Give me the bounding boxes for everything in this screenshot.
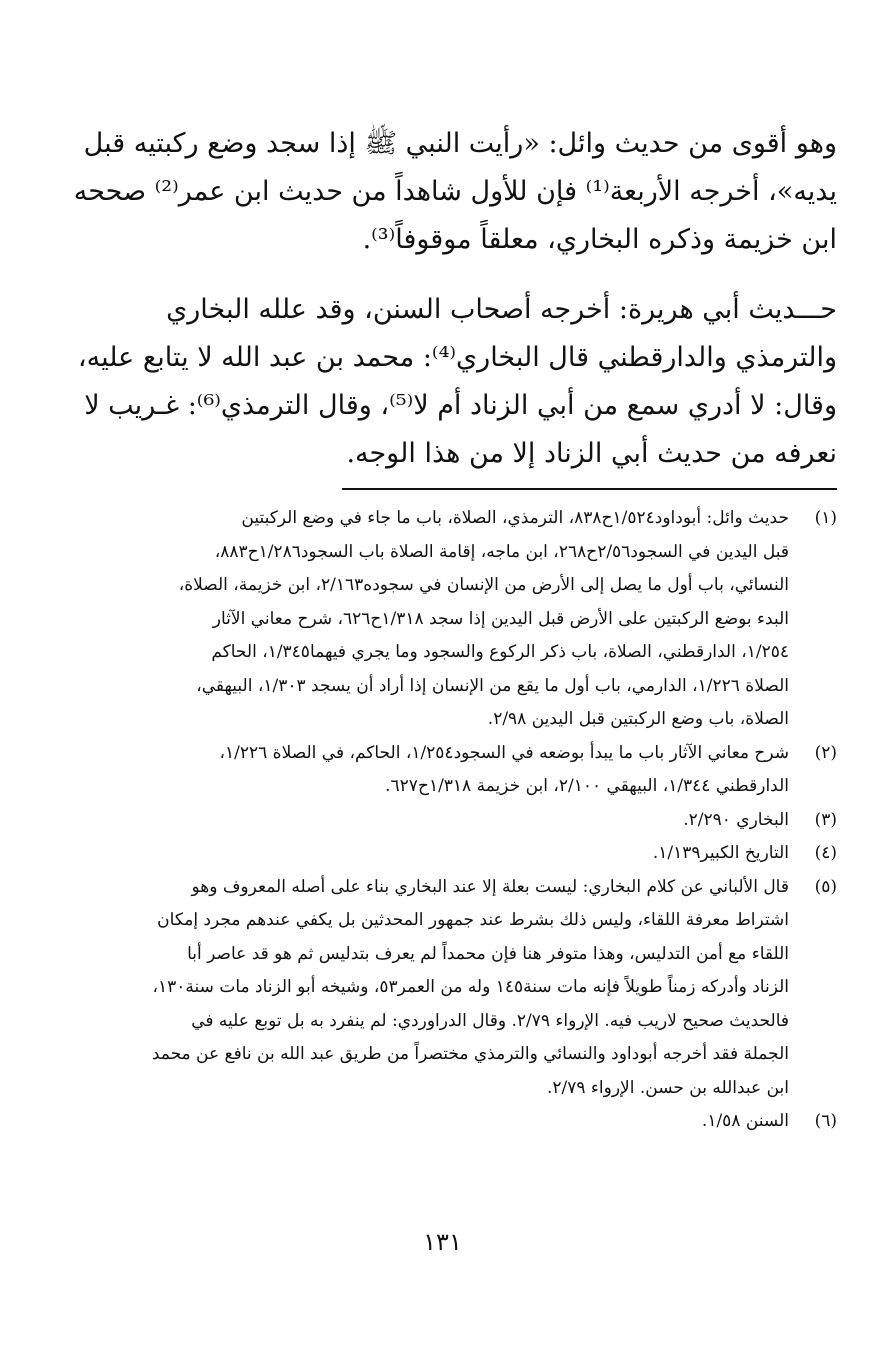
footnote-3 xyxy=(47,804,837,838)
footnote-line: شرح معاني الآثار باب ما يبدأ بوضعه في السجود١/٢٥٤، الحاكم، في الصلاة ١/٢٢٦، xyxy=(219,742,789,763)
text-line: وقال: لا أدري سمع من أبي الزناد أم لا⁽⁵⁾، وقال الترمذي⁽⁶⁾: غـريب لا xyxy=(84,390,837,421)
footnote-number: (٢) xyxy=(814,742,837,763)
text-line: ابن خزيمة وذكره البخاري، معلقاً موقوفاً⁽³⁾. xyxy=(362,224,837,255)
footnote-line: البخاري ٢/٢٩٠. xyxy=(683,809,789,830)
footnote-5 xyxy=(47,871,837,1106)
footnote-line: الصلاة ١/٢٢٦، الدارمي، باب أول ما يقع من الإنسان إذا أراد أن يسجد ١/٣٠٣، البيهقي، xyxy=(196,675,789,696)
footnote-line: حديث وائل: أبوداود١/٥٢٤ح٨٣٨، الترمذي، الصلاة، باب ما جاء في وضع الركبتين xyxy=(241,508,789,528)
page-number: ١٣١ xyxy=(423,1228,462,1256)
text-line: يديه»، أخرجه الأربعة⁽¹⁾ فإن للأول شاهداً من حديث ابن عمر⁽²⁾ صححه xyxy=(73,176,837,207)
main-text xyxy=(47,120,837,478)
footnote-2 xyxy=(47,737,837,804)
footnote-number: (١) xyxy=(814,508,837,528)
footnote-line: الزناد وأدركه زمناً طويلاً فإنه مات سنة١٤٥ وله من العمر٥٣، وشيخه أبو الزناد مات سنة١٣٠، xyxy=(152,977,789,997)
footnotes xyxy=(47,502,837,1139)
document-page xyxy=(47,120,837,1139)
text-line: وهو أقوى من حديث وائل: «رأيت النبي ﷺ إذا سجد وضع ركبتيه قبل xyxy=(83,128,837,159)
footnote-6 xyxy=(47,1105,837,1139)
footnote-line: الدارقطني ١/٣٤٤، البيهقي ٢/١٠٠، ابن خزيمة ١/٣١٨ح٦٢٧. xyxy=(385,776,789,796)
footnote-line: فالحديث صحيح لاريب فيه. الإرواء ٢/٧٩. وقال الدراوردي: لم ينفرد به بل توبع عليه في xyxy=(191,1010,789,1031)
main-paragraph-2 xyxy=(47,286,837,478)
footnote-4 xyxy=(47,837,837,871)
footnote-divider xyxy=(342,488,837,490)
text-line: حـــديث أبي هريرة: أخرجه أصحاب السنن، وقد علله البخاري xyxy=(166,294,837,325)
footnote-1 xyxy=(47,502,837,737)
footnote-line: اللقاء مع أمن التدليس، وهذا متوفر هنا فإن محمداً لم يعرف بتدليس ثم هو قد عاصر أبا xyxy=(187,943,789,964)
text-line: والترمذي والدارقطني قال البخاري⁽⁴⁾: محمد بن عبد الله لا يتابع عليه، xyxy=(77,342,837,373)
footnote-number: (٦) xyxy=(814,1111,837,1131)
footnote-line: السنن ١/٥٨. xyxy=(701,1111,789,1131)
footnote-line: اشتراط معرفة اللقاء، وليس ذلك بشرط عند جمهور المحدثين بل يكفي عندهم مجرد إمكان xyxy=(157,910,789,930)
footnote-line: النسائي، باب أول ما يصل إلى الأرض من الإنسان في سجوده٢/١٦٣، ابن خزيمة، الصلاة، xyxy=(178,575,789,595)
footnote-number: (٥) xyxy=(814,876,837,897)
footnote-line: قبل اليدين في السجود٢/٥٦ح٢٦٨، ابن ماجه، إقامة الصلاة باب السجود١/٢٨٦ح٨٨٣، xyxy=(214,541,789,562)
footnote-number: (٣) xyxy=(814,809,837,830)
footnote-line: الصلاة، باب وضع الركبتين قبل اليدين ٢/٩٨. xyxy=(487,709,789,729)
footnote-line: ابن عبدالله بن حسن. الإرواء ٢/٧٩. xyxy=(546,1077,789,1098)
footnote-line: ١/٢٥٤، الدارقطني، الصلاة، باب ذكر الركوع والسجود وما يجري فيهما١/٣٤٥، الحاكم xyxy=(211,642,789,662)
text-line: نعرفه من حديث أبي الزناد إلا من هذا الوجه. xyxy=(346,438,837,469)
footnote-line: قال الألباني عن كلام البخاري: ليست بعلة إلا عند البخاري بناء على أصله المعروف وهو xyxy=(191,876,789,897)
footnote-line: الجملة فقد أخرجه أبوداود والنسائي والترمذي مختصراً من طريق عبد الله بن نافع عن محمد xyxy=(151,1044,789,1064)
footnote-number: (٤) xyxy=(814,843,837,863)
footnote-line: البدء بوضع الركبتين على الأرض قبل اليدين إذا سجد ١/٣١٨ح٦٢٦، شرح معاني الآثار xyxy=(212,608,789,629)
main-paragraph-1 xyxy=(47,120,837,264)
footnote-line: التاريخ الكبير١/١٣٩. xyxy=(652,843,789,863)
